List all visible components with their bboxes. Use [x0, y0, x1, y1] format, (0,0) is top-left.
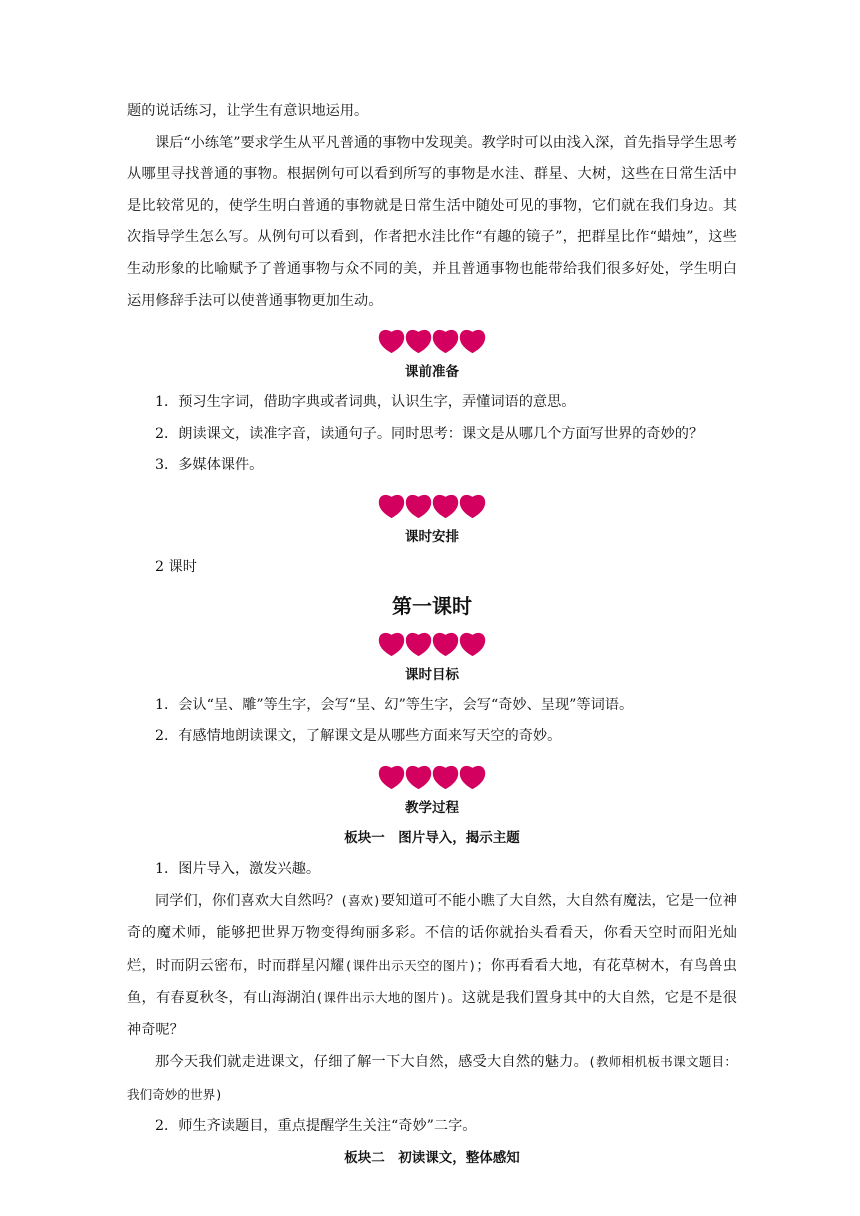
- heart-divider: [127, 327, 737, 357]
- block-title: 板块一 图片导入，揭示主题: [344, 829, 520, 846]
- paragraph: 课后“小练笔”要求学生从平凡普通的事物中发现美。教学时可以由浅入深，首先指导学生思考从哪里寻找普通的事物。根据例句可以看到所写的事物是水洼、群星、大树，这些在日常生活中是比较常见的，使学生明白普通的事物就是日常生活中随处可见的事物，它们就在我们身边。其次指导学生怎么写。从例句可以看到，作者把水洼比作“有趣的镜子”，把群星比作“蜡烛”，这些生动形象的比喻赋予了普通事物与众不同的美，并且普通事物也能带给我们很多好处，学生明白运用修辞手法可以使普通事物更加生动。: [127, 134, 738, 309]
- section-title: 课时安排: [405, 528, 459, 545]
- block-title: 板块二 初读课文，整体感知: [344, 1150, 520, 1167]
- paragraph: 2 课时: [155, 558, 197, 575]
- section-prep: [127, 327, 737, 387]
- teacher-note: (喜欢): [340, 893, 381, 909]
- heart-icon: [458, 763, 487, 792]
- heart-icon: [431, 327, 460, 356]
- section-schedule: [127, 492, 737, 552]
- heart-divider: [127, 630, 737, 660]
- text-span: 同学们，你们喜欢大自然吗？: [155, 893, 341, 910]
- heart-icon: [431, 763, 460, 792]
- heart-icon: [404, 763, 433, 792]
- list-item: 2．朗读课文，读准字音，读通句子。同时思考：课文是从哪几个方面写世界的奇妙的？: [155, 425, 704, 442]
- list-item: 2．有感情地朗读课文，了解课文是从哪些方面来写天空的奇妙。: [155, 728, 562, 745]
- heart-icon: [377, 630, 406, 659]
- teacher-note: (课件出示天空的图片): [344, 957, 477, 973]
- heart-divider: [127, 492, 737, 522]
- heart-icon: [404, 327, 433, 356]
- text-span: 那今天我们就走进课文，仔细了解一下大自然，感受大自然的魅力。: [155, 1054, 589, 1071]
- list-item: 3．多媒体课件。: [155, 457, 264, 474]
- heart-icon: [458, 492, 487, 521]
- section-title: 课前准备: [405, 364, 459, 381]
- heart-icon: [458, 630, 487, 659]
- document-body: [127, 96, 737, 1174]
- text-span: 。这就是我们置身其中的大自然，它是不是很神奇呢？: [127, 990, 737, 1038]
- heart-icon: [404, 630, 433, 659]
- list-item: 2．师生齐读题目，重点提醒学生关注“奇妙”二字。: [155, 1118, 477, 1135]
- teacher-note: (课件出示大地的图片): [315, 990, 448, 1006]
- paragraph: [127, 1046, 737, 1111]
- heart-icon: [377, 492, 406, 521]
- section-title: 课时目标: [405, 666, 459, 683]
- section-goals: [127, 630, 737, 690]
- heart-icon: [431, 492, 460, 521]
- heart-icon: [377, 327, 406, 356]
- paragraph: [127, 885, 737, 1046]
- teacher-note: (教师相机板书课文题目：我们奇妙的世界): [127, 1054, 737, 1102]
- heart-icon: [377, 763, 406, 792]
- paragraph: 题的说话练习，让学生有意识地运用。: [127, 103, 369, 119]
- list-item: 1．预习生字词，借助字典或者词典，认识生字，弄懂词语的意思。: [155, 394, 576, 411]
- section-process: [127, 763, 737, 823]
- heart-divider: [127, 763, 737, 793]
- text-span: 要知道可不能小瞧了大自然，大自然有魔法，它是一位神奇的魔术师，能够把世界万物变得绚丽多彩。不信的话你就抬头看看天，你看天空时而阳光灿烂，时而阴云密布，时而群星闪耀: [127, 893, 737, 974]
- heart-icon: [404, 492, 433, 521]
- section-title: 教学过程: [405, 799, 459, 816]
- heart-icon: [431, 630, 460, 659]
- list-item: 1．图片导入，激发兴趣。: [155, 860, 321, 877]
- lesson-title: 第一课时: [392, 593, 472, 618]
- heart-icon: [458, 327, 487, 356]
- list-item: 1．会认“呈、雕”等生字，会写“呈、幻”等生字，会写“奇妙、呈现”等词语。: [155, 696, 634, 713]
- text-span: ；你再看看大地，有花草树木，有鸟兽虫鱼，有春夏秋冬，有山海湖泊: [127, 957, 737, 1007]
